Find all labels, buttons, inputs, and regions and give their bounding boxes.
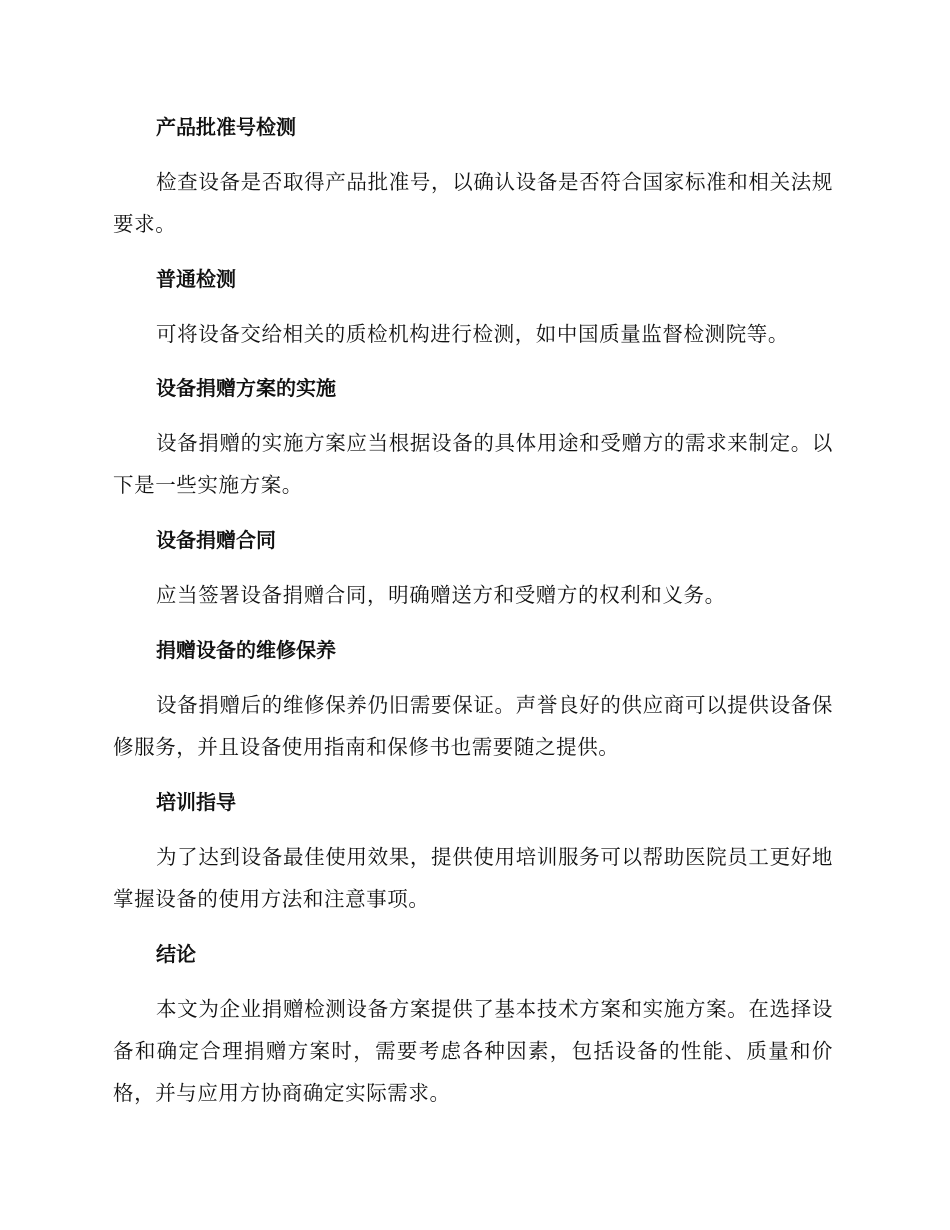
- section-paragraph-conclusion: 本文为企业捐赠检测设备方案提供了基本技术方案和实施方案。在选择设备和确定合理捐赠方案时，需要考虑各种因素，包括设备的性能、质量和价格，并与应用方协商确定实际需求。: [113, 997, 833, 1105]
- section-heading-conclusion: 结论: [156, 942, 196, 966]
- section-heading-maintenance: 捐赠设备的维修保养: [156, 638, 336, 662]
- section-heading-training: 培训指导: [156, 790, 236, 814]
- section-paragraph-general-testing: 可将设备交给相关的质检机构进行检测，如中国质量监督检测院等。: [156, 322, 789, 346]
- section-heading-general-testing: 普通检测: [156, 267, 236, 291]
- section-heading-contract: 设备捐赠合同: [156, 528, 276, 552]
- section-paragraph-maintenance: 设备捐赠后的维修保养仍旧需要保证。声誉良好的供应商可以提供设备保修服务，并且设备使用指南和保修书也需要随之提供。: [113, 693, 833, 759]
- section-paragraph-approval-number: 检查设备是否取得产品批准号，以确认设备是否符合国家标准和相关法规要求。: [113, 170, 833, 236]
- section-heading-implementation: 设备捐赠方案的实施: [156, 376, 336, 400]
- section-paragraph-training: 为了达到设备最佳使用效果，提供使用培训服务可以帮助医院员工更好地掌握设备的使用方法和注意事项。: [113, 845, 833, 911]
- section-paragraph-implementation: 设备捐赠的实施方案应当根据设备的具体用途和受赠方的需求来制定。以下是一些实施方案。: [113, 431, 833, 497]
- section-paragraph-contract: 应当签署设备捐赠合同，明确赠送方和受赠方的权利和义务。: [156, 583, 726, 607]
- section-heading-approval-number: 产品批准号检测: [156, 115, 296, 139]
